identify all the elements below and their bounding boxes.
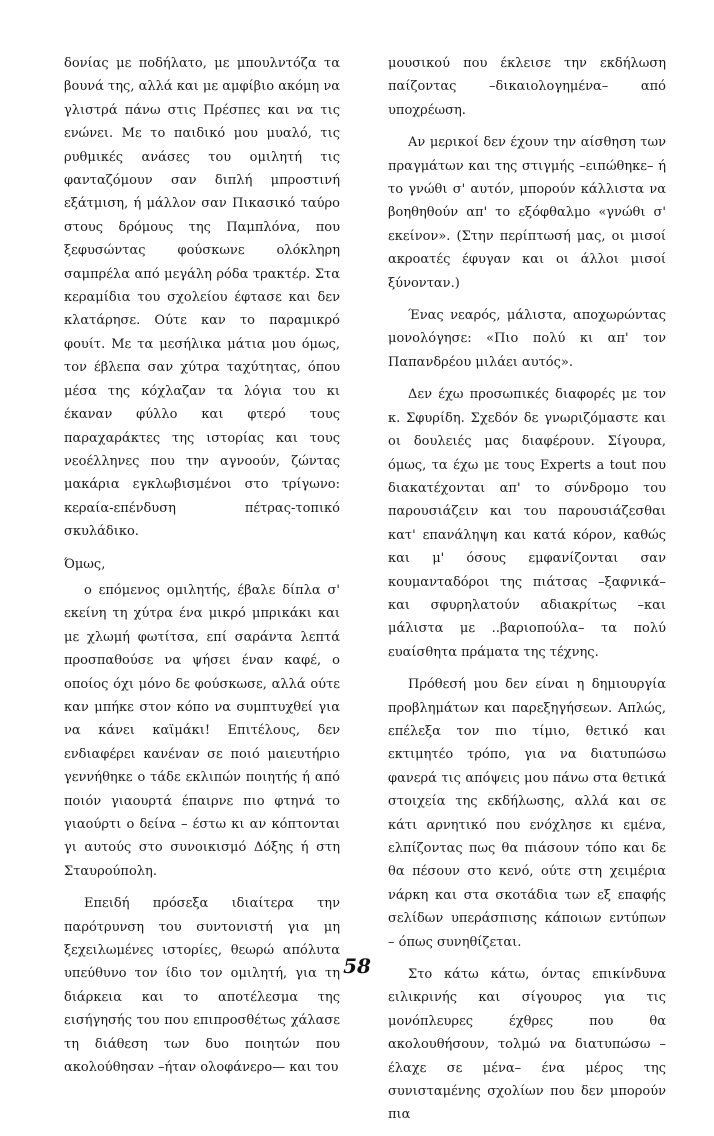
paragraph: μουσικού που έκλεισε την εκδήλωση παίζοντας –δικαιολογημένα– από υποχρέωση.: [388, 56, 666, 118]
paragraph: Ένας νεαρός, μάλιστα, αποχωρώντας μονολόγησε: «Πιο πολύ κι απ' τον Παπανδρέου μιλάει αυτός».: [388, 308, 666, 370]
paragraph: Όμως,: [64, 556, 106, 572]
paragraph: Αν μερικοί δεν έχουν την αίσθηση των πραγμάτων και της στιγμής –ειπώθηκε– ή το γνώθι σ' αυτόν, μπορούν κάλλιστα να βοηθηθούν απ' το εξόφθαλμο «γνώθι σ' εκείνον». (Στην περίπτωσή μας, οι μισοί ακροατές έφυγαν και οι άλλοι μισοί ξύνονταν.): [388, 135, 666, 291]
paragraph: Επειδή πρόσεξα ιδιαίτερα την παρότρυνση του συντονιστή για μη ξεχειλωμένες ιστορίες, θεωρώ απόλυτα υπεύθυνο τον ίδιο τον ομιλητή, για τη διάρκεια και το αποτέλεσμα της εισήγησής του που επιπροσθέτως χάλασε τη διάθεση των δυο ποιητών που ακολούθησαν –ήταν ολοφάνερο— και του: [64, 896, 340, 1076]
paragraph: Πρόθεσή μου δεν είναι η δημιουργία προβλημάτων και παρεξηγήσεων. Απλώς, επέλεξα τον πιο τίμιο, θετικό και εκτιμητέο τρόπο, για να διατυπώσω φανερά τις απόψεις μου πάνω στα θετικά στοιχεία της εκδήλωσης, αλλά και σε κάτι αρνητικό που ενόχλησε κι εμένα, ελπίζοντας πως θα πιάσουν τόπο και δε θα πέσουν στο κενό, ούτε στη χειμέρια νάρκη και στα σκοτάδια των εξ επαφής σελίδων υπεράσπισης κάποιων εντύπων – όπως συνηθίζεται.: [388, 677, 666, 950]
page-number: 58: [343, 954, 371, 978]
paragraph: ο επόμενος ομιλητής, έβαλε δίπλα σ' εκείνη τη χύτρα ένα μικρό μπρικάκι και με χλωμή φωτίτσα, επί σαράντα λεπτά προσπαθούσε να ψήσει έναν καφέ, ο οποίος όχι μόνο δε φούσκωσε, αλλά ούτε καν μπήκε στον κόπο να συμπτυχθεί για να κάνει καϊμάκι! Επιτέλους, δεν ενδιαφέρει κανέναν σε ποιό μαιευτήριο γεννήθηκε ο τάδε εκλιπών ποιητής ή από ποιόν γιαουρτά έπαιρνε πιο φτηνά το γιαούρτι ο δείνα – έστω κι αν κόπτονται γι αυτούς στο συνοικισμό Δόξης ή στη Σταυρούπολη.: [64, 582, 340, 879]
paragraph: Στο κάτω κάτω, όντας επικίνδυνα ειλικρινής και σίγουρος για τις μονόπλευρες έχθρες που θα ακολουθήσουν, τολμώ να διατυπώσω –έλαχε σε μένα– ένα μέρος της συνισταμένης σχολίων που δεν μπορούν πια: [388, 967, 666, 1123]
left-column: [64, 52, 340, 1088]
paragraph: Δεν έχω προσωπικές διαφορές με τον κ. Σφυρίδη. Σχεδόν δε γνωριζόμαστε και οι δουλειές μας διαφέρουν. Σίγουρα, όμως, τα έχω με τους Experts a tout που διακατέχονται απ' το σύνδρομο του παρουσιάζειν και του παρουσιάζεσθαι κατ' επανάληψη και κατά κόρον, καθώς και μ' όσους εμφανίζονται σαν κουμανταδόροι της πιάτσας –ξαφνικά– και σφυρηλατούν αδιακρίτως –και μάλιστα με ..βαριοπούλα– τα πολύ ευαίσθητα πράματα της τέχνης.: [388, 387, 666, 660]
paragraph: δονίας με ποδήλατο, με μπουλντόζα τα βουνά της, αλλά και με αμφίβιο ακόμη να γλιστρά πάνω στις Πρέσπες και να τις ενώνει. Με το παιδικό μου μυαλό, τις ρυθμικές ανάσες του ομιλητή τις φανταζόμουν σαν διπλή μπροστινή εξάτμιση, ή μάλλον σαν Πικασικό ταύρο στους δρόμους της Παμπλόνα, που ξεφυσώντας φούσκωνε ολόκληρη σαμπρέλα από μεγάλη ρόδα τρακτέρ. Στα κεραμίδια του σχολείου έφτασε και δεν κλατάρησε. Ούτε καν το παραμικρό φουίτ. Με τα μεσήλικα μάτια μου όμως, τον έβλεπα σαν χύτρα ταχύτητας, όπου μέσα της κόχλαζαν τα λόγια του κι έκαναν φύλλο και φτερό τους παραχαράκτες της ιστορίας και τους νεοέλληνες που την αγνοούν, ζώντας μακάρια εγκλωβισμένοι στο τρίγωνο: κεραία-επένδυση πέτρας-τοπικό σκυλάδικο.: [64, 56, 340, 540]
